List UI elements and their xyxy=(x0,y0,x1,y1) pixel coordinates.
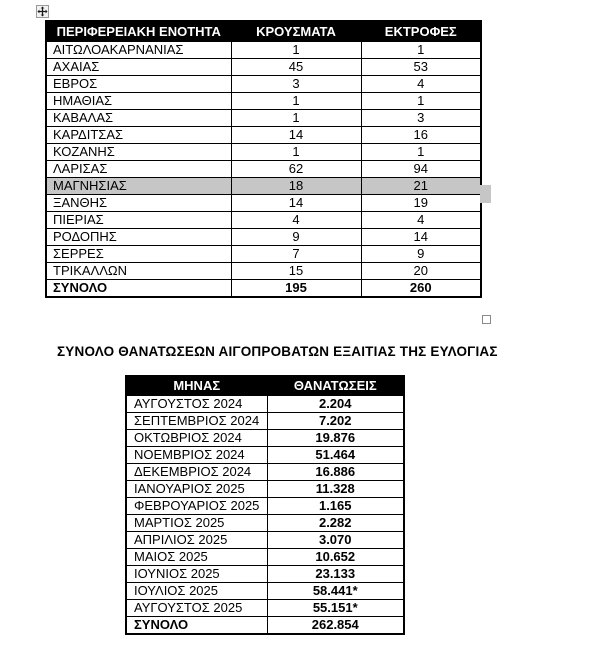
region-cell: ΜΑΓΝΗΣΙΑΣ xyxy=(46,178,231,195)
table-row xyxy=(46,110,481,127)
month-cell: ΑΥΓΟΥΣΤΟΣ 2024 xyxy=(126,396,267,413)
farms-cell: 21 xyxy=(361,178,481,195)
table-row xyxy=(46,229,481,246)
cases-by-region-table xyxy=(45,20,482,298)
column-header-deaths: ΘΑΝΑΤΩΣΕΙΣ xyxy=(267,376,404,396)
deaths-cell: 11.328 xyxy=(267,481,404,498)
deaths-cell: 19.876 xyxy=(267,430,404,447)
farms-cell: 53 xyxy=(361,59,481,76)
deaths-cell: 55.151* xyxy=(267,600,404,617)
deaths-section-title: ΣΥΝΟΛΟ ΘΑΝΑΤΩΣΕΩΝ ΑΙΓΟΠΡΟΒΑΤΩΝ ΕΞΑΙΤΙΑΣ ΤΗΣ ΕΥΛΟΓΙΑΣ xyxy=(57,344,498,359)
month-cell: ΑΥΓΟΥΣΤΟΣ 2025 xyxy=(126,600,267,617)
total-farms-cell: 260 xyxy=(361,280,481,298)
deaths-cell: 2.204 xyxy=(267,396,404,413)
cases-cell: 15 xyxy=(231,263,361,280)
cases-cell: 1 xyxy=(231,42,361,59)
cases-cell: 14 xyxy=(231,195,361,212)
row-highlight-extension xyxy=(480,185,491,203)
column-header-month: ΜΗΝΑΣ xyxy=(126,376,267,396)
total-row xyxy=(46,280,481,298)
farms-cell: 19 xyxy=(361,195,481,212)
month-cell: ΔΕΚΕΜΒΡΙΟΣ 2024 xyxy=(126,464,267,481)
region-cell: ΗΜΑΘΙΑΣ xyxy=(46,93,231,110)
cases-cell: 14 xyxy=(231,127,361,144)
table-row xyxy=(126,583,404,600)
total-deaths-cell: 262.854 xyxy=(267,617,404,635)
farms-cell: 1 xyxy=(361,93,481,110)
farms-cell: 16 xyxy=(361,127,481,144)
cases-cell: 7 xyxy=(231,246,361,263)
table-row xyxy=(126,481,404,498)
region-cell: ΤΡΙΚΑΛΛΩΝ xyxy=(46,263,231,280)
table-row xyxy=(126,447,404,464)
total-label-cell: ΣΥΝΟΛΟ xyxy=(46,280,231,298)
farms-cell: 9 xyxy=(361,246,481,263)
month-cell: ΦΕΒΡΟΥΑΡΙΟΣ 2025 xyxy=(126,498,267,515)
table-row xyxy=(46,127,481,144)
table-resize-handle[interactable] xyxy=(482,315,491,324)
farms-cell: 1 xyxy=(361,144,481,161)
month-cell: ΑΠΡΙΛΙΟΣ 2025 xyxy=(126,532,267,549)
deaths-cell: 1.165 xyxy=(267,498,404,515)
deaths-cell: 3.070 xyxy=(267,532,404,549)
cases-cell: 3 xyxy=(231,76,361,93)
table-row xyxy=(46,161,481,178)
month-cell: ΙΟΥΝΙΟΣ 2025 xyxy=(126,566,267,583)
deaths-cell: 16.886 xyxy=(267,464,404,481)
month-cell: ΣΕΠΤΕΜΒΡΙΟΣ 2024 xyxy=(126,413,267,430)
region-cell: ΕΒΡΟΣ xyxy=(46,76,231,93)
table-row xyxy=(46,42,481,59)
table-row xyxy=(46,178,481,195)
region-cell: ΛΑΡΙΣΑΣ xyxy=(46,161,231,178)
farms-cell: 4 xyxy=(361,76,481,93)
table-row xyxy=(46,76,481,93)
deaths-cell: 2.282 xyxy=(267,515,404,532)
farms-cell: 20 xyxy=(361,263,481,280)
column-header-cases: ΚΡΟΥΣΜΑΤΑ xyxy=(231,21,361,42)
cases-cell: 4 xyxy=(231,212,361,229)
table-move-handle[interactable] xyxy=(36,5,49,18)
column-header-region: ΠΕΡΙΦΕΡΕΙΑΚΗ ΕΝΟΤΗΤΑ xyxy=(46,21,231,42)
cases-cell: 1 xyxy=(231,93,361,110)
table-row xyxy=(126,566,404,583)
region-cell: ΚΟΖΑΝΗΣ xyxy=(46,144,231,161)
month-cell: ΜΑΙΟΣ 2025 xyxy=(126,549,267,566)
total-cases-cell: 195 xyxy=(231,280,361,298)
month-cell: ΟΚΤΩΒΡΙΟΣ 2024 xyxy=(126,430,267,447)
month-cell: ΙΑΝΟΥΑΡΙΟΣ 2025 xyxy=(126,481,267,498)
region-cell: ΡΟΔΟΠΗΣ xyxy=(46,229,231,246)
table-row xyxy=(126,396,404,413)
deaths-cell: 58.441* xyxy=(267,583,404,600)
cases-cell: 1 xyxy=(231,110,361,127)
deaths-cell: 7.202 xyxy=(267,413,404,430)
farms-cell: 3 xyxy=(361,110,481,127)
table-row xyxy=(46,195,481,212)
table-row xyxy=(126,464,404,481)
deaths-cell: 23.133 xyxy=(267,566,404,583)
region-cell: ΣΕΡΡΕΣ xyxy=(46,246,231,263)
four-way-arrow-icon xyxy=(37,6,48,17)
table-header-row xyxy=(126,376,404,396)
region-cell: ΞΑΝΘΗΣ xyxy=(46,195,231,212)
farms-cell: 94 xyxy=(361,161,481,178)
table-row xyxy=(126,430,404,447)
month-cell: ΙΟΥΛΙΟΣ 2025 xyxy=(126,583,267,600)
deaths-by-month-table xyxy=(125,375,405,635)
column-header-farms: ΕΚΤΡΟΦΕΣ xyxy=(361,21,481,42)
table-row xyxy=(46,263,481,280)
table-row xyxy=(46,144,481,161)
farms-cell: 4 xyxy=(361,212,481,229)
table-row xyxy=(126,532,404,549)
region-cell: ΑΙΤΩΛΟΑΚΑΡΝΑΝΙΑΣ xyxy=(46,42,231,59)
table-row xyxy=(126,498,404,515)
table-row xyxy=(126,600,404,617)
total-label-cell: ΣΥΝΟΛΟ xyxy=(126,617,267,635)
farms-cell: 1 xyxy=(361,42,481,59)
month-cell: ΜΑΡΤΙΟΣ 2025 xyxy=(126,515,267,532)
cases-cell: 62 xyxy=(231,161,361,178)
table-row xyxy=(126,549,404,566)
cases-cell: 45 xyxy=(231,59,361,76)
region-cell: ΑΧΑΙΑΣ xyxy=(46,59,231,76)
region-cell: ΚΑΒΑΛΑΣ xyxy=(46,110,231,127)
table-row xyxy=(126,413,404,430)
cases-cell: 18 xyxy=(231,178,361,195)
cases-cell: 1 xyxy=(231,144,361,161)
region-cell: ΠΙΕΡΙΑΣ xyxy=(46,212,231,229)
region-cell: ΚΑΡΔΙΤΣΑΣ xyxy=(46,127,231,144)
month-cell: ΝΟΕΜΒΡΙΟΣ 2024 xyxy=(126,447,267,464)
total-row xyxy=(126,617,404,635)
table-header-row xyxy=(46,21,481,42)
table-row xyxy=(46,59,481,76)
table-row xyxy=(46,212,481,229)
table-row xyxy=(126,515,404,532)
cases-cell: 9 xyxy=(231,229,361,246)
table-row xyxy=(46,93,481,110)
farms-cell: 14 xyxy=(361,229,481,246)
deaths-cell: 10.652 xyxy=(267,549,404,566)
deaths-cell: 51.464 xyxy=(267,447,404,464)
table-row xyxy=(46,246,481,263)
